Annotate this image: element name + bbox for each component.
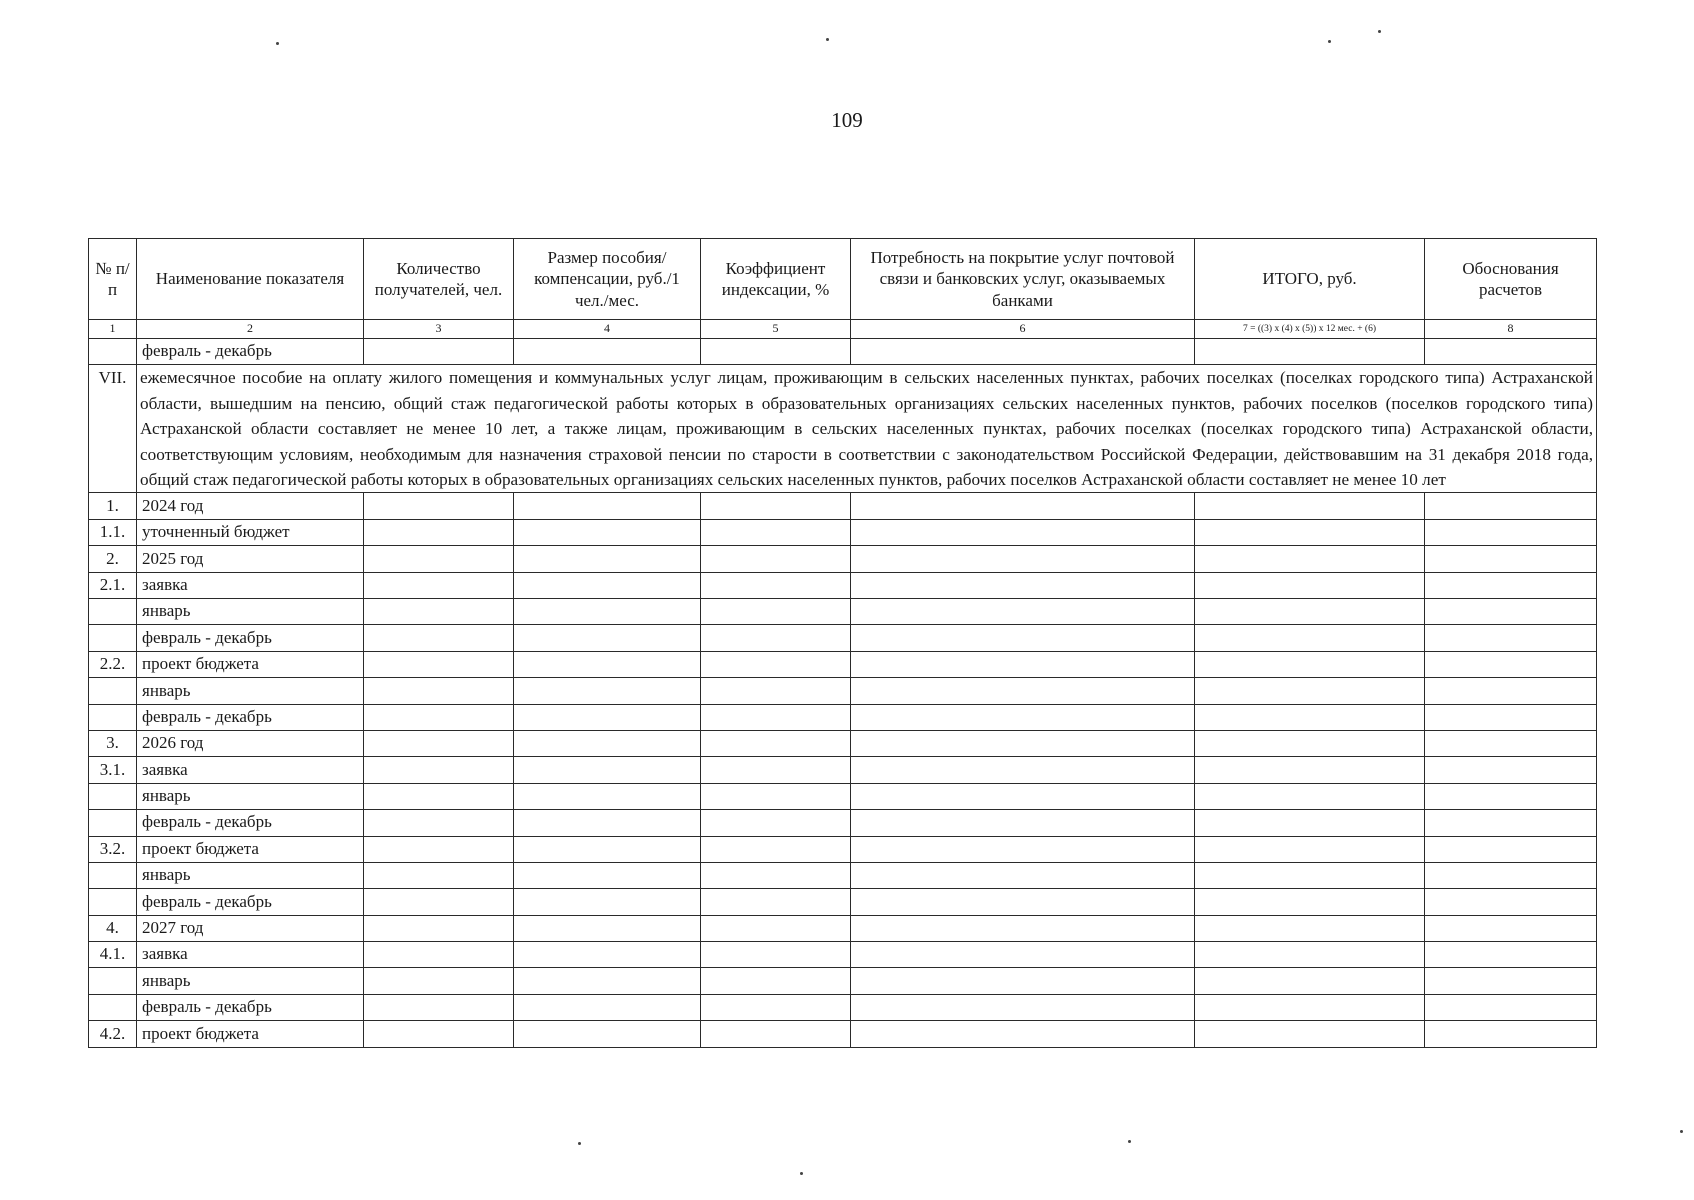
- table-row: [89, 862, 1597, 888]
- empty-cell: [1425, 339, 1597, 365]
- row-label: проект бюджета: [137, 651, 364, 677]
- empty-cell: [364, 339, 514, 365]
- empty-cell: [1195, 651, 1425, 677]
- column-number-cell: 7 = ((3) x (4) x (5)) x 12 мес. + (6): [1195, 320, 1425, 339]
- empty-cell: [1195, 1021, 1425, 1047]
- row-number: [89, 810, 137, 836]
- table-row: [89, 651, 1597, 677]
- empty-cell: [1195, 598, 1425, 624]
- scan-speck: [1680, 1130, 1683, 1133]
- empty-cell: [364, 546, 514, 572]
- empty-cell: [364, 704, 514, 730]
- row-number: 4.1.: [89, 942, 137, 968]
- header-cell: Наименование показателя: [137, 239, 364, 320]
- budget-table: [88, 238, 1597, 1048]
- row-number: 3.: [89, 730, 137, 756]
- row-label: заявка: [137, 942, 364, 968]
- row-label: февраль - декабрь: [137, 994, 364, 1020]
- empty-cell: [514, 1021, 701, 1047]
- row-label: 2025 год: [137, 546, 364, 572]
- empty-cell: [851, 730, 1195, 756]
- row-number: 3.1.: [89, 757, 137, 783]
- empty-cell: [851, 783, 1195, 809]
- table-row: [89, 942, 1597, 968]
- row-label: январь: [137, 678, 364, 704]
- empty-cell: [1195, 836, 1425, 862]
- empty-cell: [1195, 572, 1425, 598]
- scan-speck: [1328, 40, 1331, 43]
- row-label: февраль - декабрь: [137, 339, 364, 365]
- row-label: проект бюджета: [137, 836, 364, 862]
- empty-cell: [701, 730, 851, 756]
- empty-cell: [701, 572, 851, 598]
- empty-cell: [851, 836, 1195, 862]
- empty-cell: [851, 757, 1195, 783]
- empty-cell: [851, 339, 1195, 365]
- empty-cell: [1425, 757, 1597, 783]
- table-row: [89, 783, 1597, 809]
- empty-cell: [1425, 678, 1597, 704]
- header-cell: Обоснования расчетов: [1425, 239, 1597, 320]
- empty-cell: [1195, 783, 1425, 809]
- empty-cell: [1425, 810, 1597, 836]
- empty-cell: [364, 493, 514, 519]
- empty-cell: [701, 546, 851, 572]
- empty-cell: [1195, 810, 1425, 836]
- empty-cell: [514, 730, 701, 756]
- empty-cell: [851, 625, 1195, 651]
- empty-cell: [1425, 651, 1597, 677]
- section-number: VII.: [89, 365, 137, 493]
- empty-cell: [514, 810, 701, 836]
- empty-cell: [1195, 546, 1425, 572]
- empty-cell: [514, 651, 701, 677]
- row-number: 4.2.: [89, 1021, 137, 1047]
- scan-speck: [1128, 1140, 1131, 1143]
- empty-cell: [851, 994, 1195, 1020]
- empty-cell: [1425, 572, 1597, 598]
- empty-cell: [851, 572, 1195, 598]
- table-row: [89, 810, 1597, 836]
- table-row: [89, 836, 1597, 862]
- empty-cell: [1425, 625, 1597, 651]
- row-label: 2026 год: [137, 730, 364, 756]
- empty-cell: [851, 915, 1195, 941]
- section-description: ежемесячное пособие на оплату жилого помещения и коммунальных услуг лицам, проживающим в сельских населенных пунктах, рабочих поселках (поселках городского типа) Астраханской области, вышедшим на пенсию, общий стаж педагогической работы которых в образовательных организациях сельских населенных пунктов, рабочих поселков (поселков городского типа) Астраханской области составляет не менее 10 лет, а также лицам, проживающим в сельских населенных пунктах, рабочих поселках (поселках городского типа) Астраханской области, соответствующим условиям, необходимым для назначения страховой пенсии по старости в соответствии с законодательством Российской Федерации, действовавшим на 31 декабря 2018 года, общий стаж педагогической работы которых в образовательных организациях сельских населенных пунктов, рабочих поселков Астраханской области составляет не менее 10 лет: [137, 365, 1597, 493]
- table-row: [89, 968, 1597, 994]
- row-number: [89, 862, 137, 888]
- empty-cell: [514, 862, 701, 888]
- empty-cell: [1425, 994, 1597, 1020]
- empty-cell: [1195, 994, 1425, 1020]
- empty-cell: [514, 625, 701, 651]
- row-number: 2.1.: [89, 572, 137, 598]
- column-number-cell: 1: [89, 320, 137, 339]
- empty-cell: [514, 757, 701, 783]
- row-number: 4.: [89, 915, 137, 941]
- section-row: [89, 365, 1597, 493]
- empty-cell: [514, 546, 701, 572]
- row-label: январь: [137, 783, 364, 809]
- empty-cell: [1425, 1021, 1597, 1047]
- empty-cell: [701, 757, 851, 783]
- empty-cell: [1425, 519, 1597, 545]
- empty-cell: [364, 651, 514, 677]
- empty-cell: [701, 836, 851, 862]
- empty-cell: [514, 783, 701, 809]
- empty-cell: [701, 942, 851, 968]
- empty-cell: [701, 704, 851, 730]
- empty-cell: [1425, 836, 1597, 862]
- empty-cell: [364, 810, 514, 836]
- empty-cell: [851, 1021, 1195, 1047]
- empty-cell: [701, 889, 851, 915]
- empty-cell: [1425, 704, 1597, 730]
- empty-cell: [1195, 730, 1425, 756]
- column-number-cell: 2: [137, 320, 364, 339]
- column-number-cell: 5: [701, 320, 851, 339]
- row-label: февраль - декабрь: [137, 889, 364, 915]
- empty-cell: [364, 625, 514, 651]
- empty-cell: [701, 625, 851, 651]
- empty-cell: [514, 836, 701, 862]
- empty-cell: [701, 994, 851, 1020]
- empty-cell: [701, 862, 851, 888]
- empty-cell: [851, 889, 1195, 915]
- empty-cell: [851, 810, 1195, 836]
- row-number: [89, 889, 137, 915]
- empty-cell: [364, 862, 514, 888]
- empty-cell: [1195, 493, 1425, 519]
- empty-cell: [364, 678, 514, 704]
- empty-cell: [1195, 862, 1425, 888]
- table-row: [89, 730, 1597, 756]
- empty-cell: [851, 493, 1195, 519]
- row-number: 1.: [89, 493, 137, 519]
- empty-cell: [1425, 968, 1597, 994]
- table-row: [89, 994, 1597, 1020]
- row-label: проект бюджета: [137, 1021, 364, 1047]
- empty-cell: [851, 704, 1195, 730]
- empty-cell: [701, 678, 851, 704]
- table-row: [89, 889, 1597, 915]
- row-label: заявка: [137, 757, 364, 783]
- table-row: [89, 1021, 1597, 1047]
- empty-cell: [851, 678, 1195, 704]
- empty-cell: [1195, 889, 1425, 915]
- empty-cell: [851, 968, 1195, 994]
- empty-cell: [701, 598, 851, 624]
- row-label: январь: [137, 862, 364, 888]
- empty-cell: [1195, 757, 1425, 783]
- row-label: 2027 год: [137, 915, 364, 941]
- row-number: 1.1.: [89, 519, 137, 545]
- empty-cell: [1425, 862, 1597, 888]
- empty-cell: [364, 1021, 514, 1047]
- empty-cell: [701, 968, 851, 994]
- table-row: [89, 678, 1597, 704]
- empty-cell: [364, 572, 514, 598]
- row-label: февраль - декабрь: [137, 704, 364, 730]
- empty-cell: [514, 942, 701, 968]
- row-number: [89, 704, 137, 730]
- empty-cell: [514, 915, 701, 941]
- empty-cell: [1425, 598, 1597, 624]
- table-row: [89, 625, 1597, 651]
- empty-cell: [514, 339, 701, 365]
- empty-cell: [364, 757, 514, 783]
- row-label: 2024 год: [137, 493, 364, 519]
- empty-cell: [1425, 915, 1597, 941]
- empty-cell: [1425, 546, 1597, 572]
- empty-cell: [514, 572, 701, 598]
- empty-cell: [364, 942, 514, 968]
- header-cell: № п/п: [89, 239, 137, 320]
- empty-cell: [364, 783, 514, 809]
- table-row: [89, 704, 1597, 730]
- row-number: 3.2.: [89, 836, 137, 862]
- empty-cell: [1425, 730, 1597, 756]
- empty-cell: [1195, 915, 1425, 941]
- empty-cell: [364, 598, 514, 624]
- empty-cell: [514, 704, 701, 730]
- column-number-cell: 8: [1425, 320, 1597, 339]
- table-row: [89, 598, 1597, 624]
- row-number: [89, 968, 137, 994]
- scan-speck: [276, 42, 279, 45]
- empty-cell: [364, 889, 514, 915]
- empty-cell: [514, 968, 701, 994]
- row-number: 2.: [89, 546, 137, 572]
- row-number: [89, 598, 137, 624]
- scan-speck: [800, 1172, 803, 1175]
- empty-cell: [1425, 493, 1597, 519]
- empty-cell: [1195, 678, 1425, 704]
- empty-cell: [364, 836, 514, 862]
- row-number: [89, 678, 137, 704]
- empty-cell: [1195, 942, 1425, 968]
- column-number-cell: 4: [514, 320, 701, 339]
- empty-cell: [1425, 783, 1597, 809]
- empty-cell: [701, 915, 851, 941]
- empty-cell: [701, 339, 851, 365]
- page-number: 109: [831, 108, 863, 132]
- table-row: [89, 572, 1597, 598]
- row-label: февраль - декабрь: [137, 810, 364, 836]
- table-row: [89, 546, 1597, 572]
- empty-cell: [701, 651, 851, 677]
- table-row: [89, 519, 1597, 545]
- row-number: 2.2.: [89, 651, 137, 677]
- empty-cell: [851, 598, 1195, 624]
- empty-cell: [851, 942, 1195, 968]
- budget-table-container: [88, 238, 1596, 1048]
- row-label: январь: [137, 968, 364, 994]
- table-row: [89, 915, 1597, 941]
- table-header-row: [89, 239, 1597, 320]
- header-cell: Количество получателей, чел.: [364, 239, 514, 320]
- row-number: [89, 339, 137, 365]
- empty-cell: [851, 519, 1195, 545]
- empty-cell: [364, 730, 514, 756]
- empty-cell: [364, 994, 514, 1020]
- empty-cell: [1425, 889, 1597, 915]
- empty-cell: [514, 994, 701, 1020]
- table-row: [89, 339, 1597, 365]
- row-number: [89, 783, 137, 809]
- empty-cell: [701, 783, 851, 809]
- column-number-row: [89, 320, 1597, 339]
- empty-cell: [851, 651, 1195, 677]
- table-row: [89, 493, 1597, 519]
- header-cell: Размер пособия/компенсации, руб./1 чел./мес.: [514, 239, 701, 320]
- row-number: [89, 625, 137, 651]
- empty-cell: [364, 968, 514, 994]
- empty-cell: [701, 1021, 851, 1047]
- empty-cell: [701, 810, 851, 836]
- empty-cell: [1195, 968, 1425, 994]
- empty-cell: [514, 889, 701, 915]
- header-cell: Потребность на покрытие услуг почтовой связи и банковских услуг, оказываемых банками: [851, 239, 1195, 320]
- empty-cell: [1195, 625, 1425, 651]
- header-cell: Коэффициент индексации, %: [701, 239, 851, 320]
- empty-cell: [514, 519, 701, 545]
- header-cell: ИТОГО, руб.: [1195, 239, 1425, 320]
- table-row: [89, 757, 1597, 783]
- row-label: заявка: [137, 572, 364, 598]
- row-label: февраль - декабрь: [137, 625, 364, 651]
- empty-cell: [701, 519, 851, 545]
- empty-cell: [1195, 519, 1425, 545]
- empty-cell: [701, 493, 851, 519]
- empty-cell: [364, 519, 514, 545]
- scan-speck: [578, 1142, 581, 1145]
- empty-cell: [1195, 339, 1425, 365]
- empty-cell: [514, 678, 701, 704]
- column-number-cell: 3: [364, 320, 514, 339]
- empty-cell: [514, 493, 701, 519]
- empty-cell: [364, 915, 514, 941]
- row-label: январь: [137, 598, 364, 624]
- scan-speck: [1378, 30, 1381, 33]
- empty-cell: [514, 598, 701, 624]
- row-number: [89, 994, 137, 1020]
- empty-cell: [851, 546, 1195, 572]
- column-number-cell: 6: [851, 320, 1195, 339]
- empty-cell: [851, 862, 1195, 888]
- empty-cell: [1425, 942, 1597, 968]
- empty-cell: [1195, 704, 1425, 730]
- scan-speck: [826, 38, 829, 41]
- row-label: уточненный бюджет: [137, 519, 364, 545]
